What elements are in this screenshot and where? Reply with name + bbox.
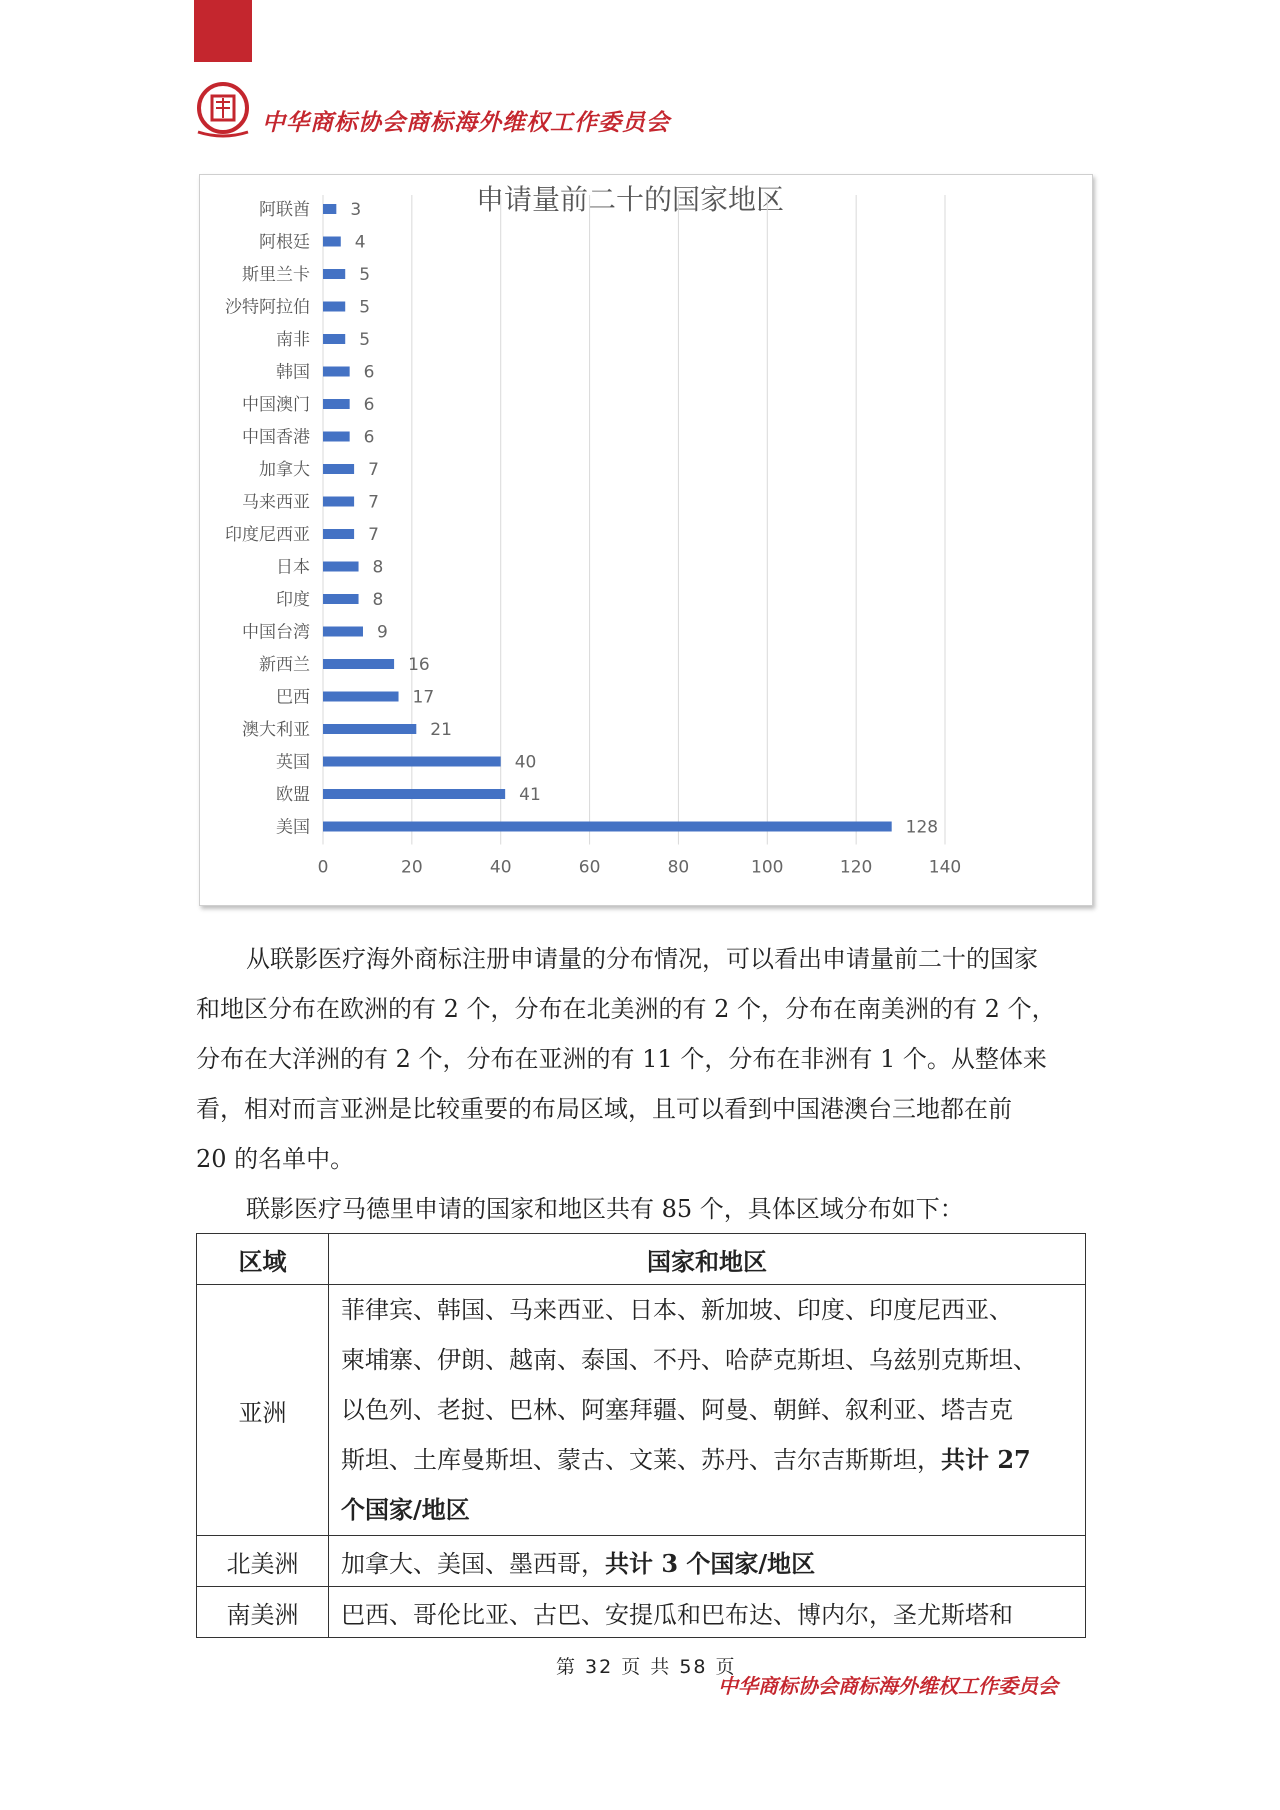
category-label: 斯里兰卡	[242, 265, 310, 285]
data-label: 21	[430, 720, 452, 740]
category-label: 澳大利亚	[242, 720, 310, 740]
data-label: 5	[359, 330, 371, 350]
category-label: 新西兰	[259, 655, 310, 675]
category-label: 英国	[276, 752, 310, 773]
bar	[323, 659, 394, 669]
bar	[323, 692, 399, 702]
x-tick-label: 40	[489, 857, 512, 878]
data-label: 3	[350, 200, 362, 220]
data-label: 6	[363, 362, 375, 383]
bar	[323, 302, 345, 312]
category-label: 南非	[276, 330, 310, 350]
bar	[323, 237, 341, 247]
data-label: 128	[905, 817, 939, 838]
data-label: 7	[368, 525, 379, 545]
org-header-title: 中华商标协会商标海外维权工作委员会	[262, 109, 670, 136]
paragraph-1-line: 看，相对而言亚洲是比较重要的布局区域，且可以看到中国港澳台三地都在前	[196, 1095, 1012, 1123]
paragraph-1	[196, 934, 1091, 1184]
countries-cell	[329, 1536, 1086, 1587]
bar	[323, 269, 345, 279]
bar	[323, 497, 354, 507]
countries-line: 斯坦、土库曼斯坦、蒙古、文莱、苏丹、吉尔吉斯斯坦，	[341, 1446, 941, 1474]
data-label: 8	[372, 590, 384, 610]
data-label: 4	[354, 232, 366, 253]
table-row	[197, 1536, 1086, 1587]
table-row	[197, 1587, 1086, 1638]
category-label: 巴西	[276, 687, 310, 708]
bar	[323, 399, 350, 409]
category-label: 美国	[276, 817, 310, 838]
bar	[323, 822, 892, 832]
bar-chart	[199, 174, 1093, 906]
data-label: 9	[376, 622, 388, 643]
paragraph-1-line: 和地区分布在欧洲的有 2 个，分布在北美洲的有 2 个，分布在南美洲的有 2 个，	[196, 995, 1056, 1023]
bar	[323, 627, 363, 637]
paragraph-2	[196, 1184, 1091, 1234]
table-header-row	[197, 1234, 1086, 1285]
data-label: 5	[359, 265, 371, 285]
category-label: 中国香港	[242, 427, 310, 448]
bar	[323, 594, 359, 604]
category-label: 印度	[276, 590, 310, 610]
table-row	[197, 1285, 1086, 1536]
region-table	[196, 1233, 1086, 1638]
region-total: 个国家/地区	[341, 1495, 470, 1524]
data-label: 17	[412, 687, 435, 708]
data-label: 6	[363, 427, 375, 448]
bar	[323, 367, 350, 377]
x-tick-label: 20	[401, 857, 423, 878]
region-total: 共计 3 个国家/地区	[605, 1548, 816, 1578]
table-header-region: 区域	[197, 1234, 329, 1285]
bar	[323, 432, 350, 442]
bar	[323, 789, 505, 799]
paragraph-1-line: 20 的名单中。	[196, 1145, 355, 1173]
countries-line: 菲律宾、韩国、马来西亚、日本、新加坡、印度、印度尼西亚、	[341, 1296, 1013, 1324]
chart-svg	[200, 175, 1092, 905]
data-label: 5	[359, 297, 371, 318]
region-cell: 北美洲	[197, 1536, 329, 1587]
data-label: 7	[368, 460, 379, 480]
bar	[323, 464, 354, 474]
category-label: 沙特阿拉伯	[225, 297, 310, 318]
category-label: 阿联酋	[259, 200, 310, 220]
bar	[323, 529, 354, 539]
category-label: 欧盟	[276, 785, 310, 805]
data-label: 7	[368, 492, 379, 513]
paragraph-2-line: 联影医疗马德里申请的国家和地区共有 85 个，具体区域分布如下：	[246, 1195, 964, 1223]
x-tick-label: 60	[578, 857, 601, 878]
data-label: 40	[514, 752, 537, 773]
paragraph-1-line: 分布在大洋洲的有 2 个，分布在亚洲的有 11 个，分布在非洲有 1 个。从整体来	[196, 1045, 1047, 1073]
countries-line: 以色列、老挝、巴林、阿塞拜疆、阿曼、朝鲜、叙利亚、塔吉克	[341, 1396, 1013, 1424]
category-label: 中国澳门	[242, 395, 310, 415]
region-cell: 南美洲	[197, 1587, 329, 1638]
countries-cell	[329, 1587, 1086, 1638]
category-label: 马来西亚	[242, 492, 310, 513]
countries-text: 巴西、哥伦比亚、古巴、安提瓜和巴布达、博内尔，圣尤斯塔和	[341, 1600, 1013, 1629]
category-label: 印度尼西亚	[225, 525, 310, 545]
countries-text: 加拿大、美国、墨西哥，	[341, 1549, 605, 1578]
category-label: 日本	[276, 557, 310, 578]
data-label: 41	[519, 785, 541, 805]
x-tick-label: 80	[667, 857, 690, 878]
bar	[323, 562, 359, 572]
bar	[323, 204, 336, 214]
bar	[323, 334, 345, 344]
region-cell: 亚洲	[197, 1285, 329, 1536]
x-tick-label: 0	[317, 857, 329, 878]
footer-org-name: 中华商标协会商标海外维权工作委员会	[718, 1674, 1058, 1698]
region-total: 共计 27	[941, 1445, 1031, 1474]
header-red-block	[194, 0, 252, 62]
data-label: 6	[363, 395, 375, 415]
category-label: 加拿大	[259, 460, 310, 480]
x-tick-label: 120	[839, 857, 873, 878]
category-label: 阿根廷	[259, 232, 310, 253]
paragraph-1-line: 从联影医疗海外商标注册申请量的分布情况，可以看出申请量前二十的国家	[246, 945, 1038, 973]
category-label: 中国台湾	[242, 622, 310, 643]
table-header-countries: 国家和地区	[329, 1234, 1086, 1285]
x-tick-label: 140	[928, 857, 962, 878]
countries-line: 柬埔寨、伊朗、越南、泰国、不丹、哈萨克斯坦、乌兹别克斯坦、	[341, 1346, 1037, 1374]
page-number: 第 32 页 共 58 页	[556, 1656, 737, 1678]
data-label: 8	[372, 557, 384, 578]
category-label: 韩国	[276, 362, 310, 383]
bar	[323, 724, 416, 734]
data-label: 16	[408, 655, 430, 675]
x-tick-label: 100	[751, 857, 784, 878]
chart-title: 申请量前二十的国家地区	[475, 183, 785, 216]
bar	[323, 757, 501, 767]
association-seal-icon	[194, 80, 252, 138]
countries-cell	[329, 1285, 1086, 1536]
